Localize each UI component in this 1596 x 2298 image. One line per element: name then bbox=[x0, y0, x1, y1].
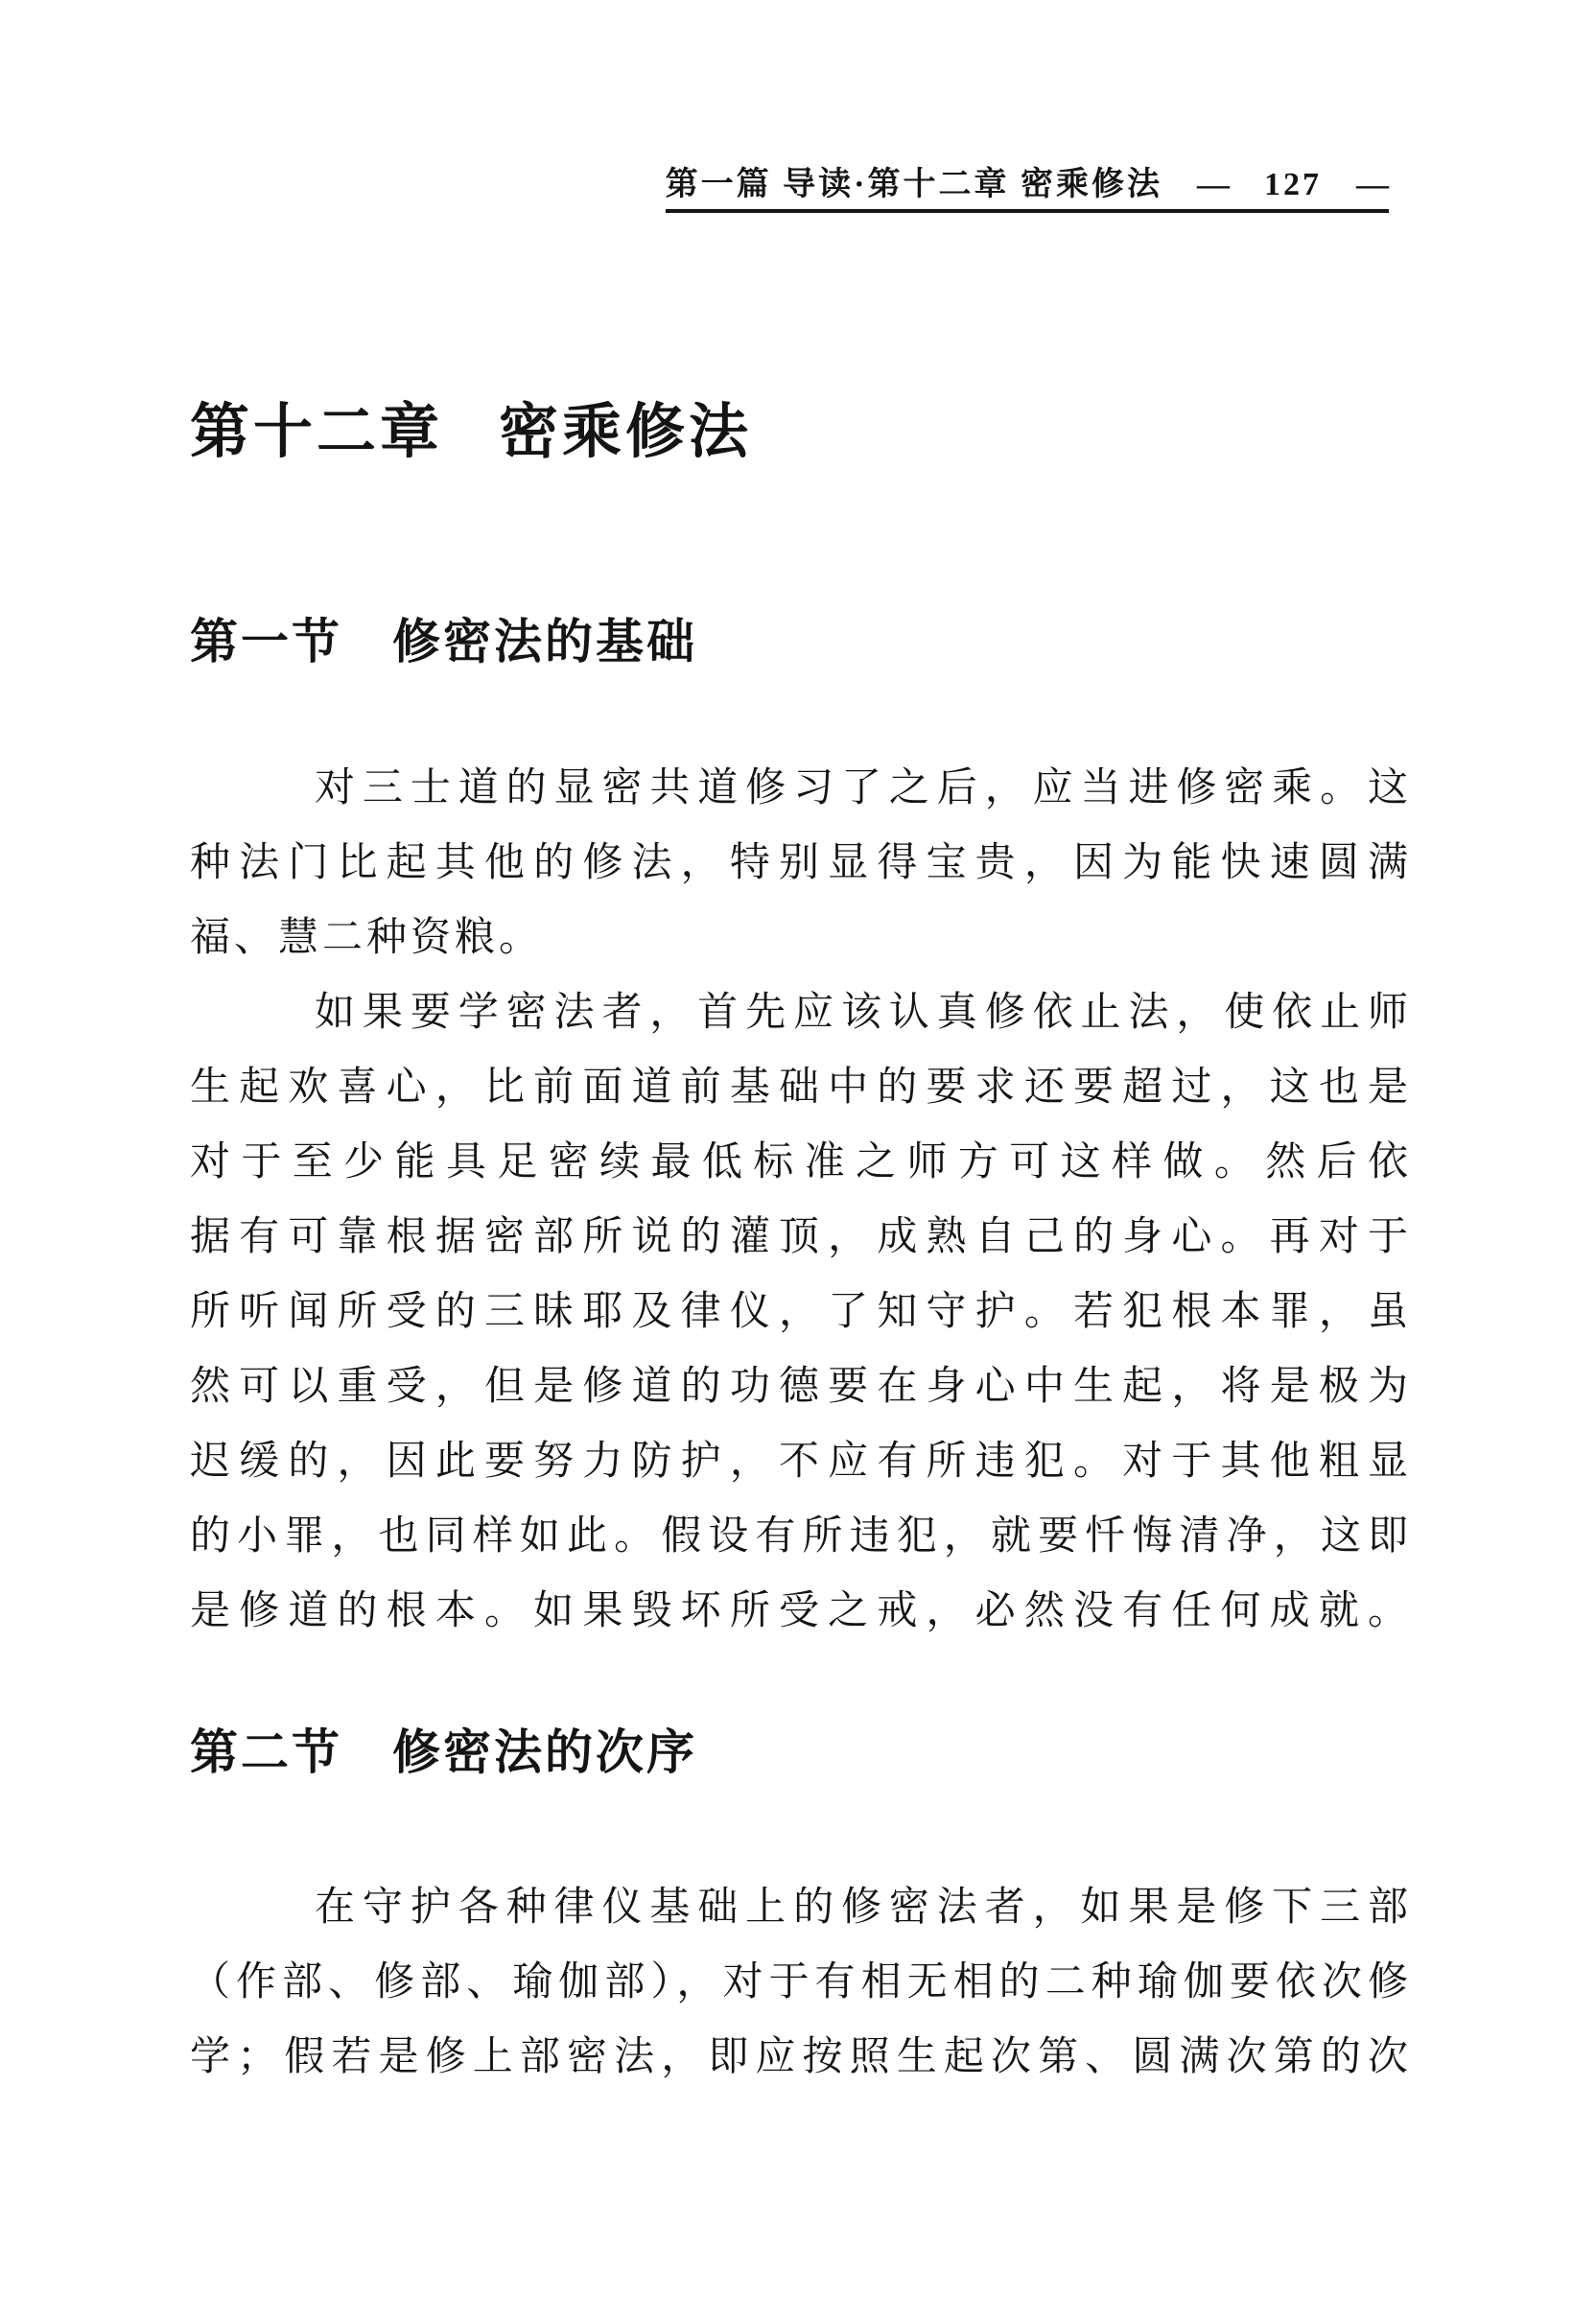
paragraph-line: 生起欢喜心，比前面道前基础中的要求还要超过，这也是 bbox=[190, 1066, 1408, 1110]
header-dash-right: — bbox=[1356, 167, 1389, 202]
paragraph-line: 对三士道的显密共道修习了之后，应当进修密乘。这 bbox=[315, 766, 1408, 810]
paragraph-line: 如果要学密法者，首先应该认真修依止法，使依止师 bbox=[315, 991, 1408, 1035]
running-header-rule bbox=[666, 167, 1389, 213]
paragraph-line: 是修道的根本。如果毁坏所受之戒，必然没有任何成就。 bbox=[190, 1589, 1408, 1633]
paragraph-line: 福、慧二种资粮。 bbox=[190, 916, 544, 960]
section-2-heading bbox=[190, 1723, 697, 1782]
running-header bbox=[666, 167, 1389, 213]
section-1-title: 修密法的基础 bbox=[392, 615, 697, 668]
section-2-label: 第二节 bbox=[190, 1725, 342, 1779]
paragraph-line: 种法门比起其他的修法，特别显得宝贵，因为能快速圆满 bbox=[190, 841, 1408, 885]
section-1-heading bbox=[190, 612, 697, 671]
section-2-title: 修密法的次序 bbox=[392, 1725, 697, 1779]
section-2-body bbox=[190, 1870, 1408, 2095]
chapter-title bbox=[190, 399, 752, 466]
paragraph-line: 所听闻所受的三昧耶及律仪，了知守护。若犯根本罪，虽 bbox=[190, 1290, 1408, 1334]
paragraph-line: 然可以重受，但是修道的功德要在身心中生起，将是极为 bbox=[190, 1365, 1408, 1409]
header-page-number: 127 bbox=[1264, 167, 1322, 202]
header-dash-left: — bbox=[1197, 167, 1230, 202]
chapter-name: 密乘修法 bbox=[499, 400, 753, 465]
section-1-body bbox=[190, 751, 1408, 1649]
header-title: 第一篇 导读·第十二章 密乘修法 bbox=[665, 167, 1162, 202]
section-1-label: 第一节 bbox=[190, 615, 342, 668]
paragraph-line: 的小罪，也同样如此。假设有所违犯，就要忏悔清净，这即 bbox=[190, 1514, 1408, 1559]
paragraph-line: 对于至少能具足密续最低标准之师方可这样做。然后依 bbox=[190, 1140, 1408, 1184]
chapter-label: 第十二章 bbox=[190, 400, 444, 465]
paragraph-line: 据有可靠根据密部所说的灌顶，成熟自己的身心。再对于 bbox=[190, 1215, 1408, 1259]
paragraph-line: 学；假若是修上部密法，即应按照生起次第、圆满次第的次 bbox=[190, 2035, 1408, 2079]
paragraph-line: （作部、修部、瑜伽部），对于有相无相的二种瑜伽要依次修 bbox=[190, 1960, 1408, 2005]
paragraph-line: 迟缓的，因此要努力防护，不应有所违犯。对于其他粗显 bbox=[190, 1440, 1408, 1484]
paragraph-line: 在守护各种律仪基础上的修密法者，如果是修下三部 bbox=[315, 1886, 1408, 1930]
